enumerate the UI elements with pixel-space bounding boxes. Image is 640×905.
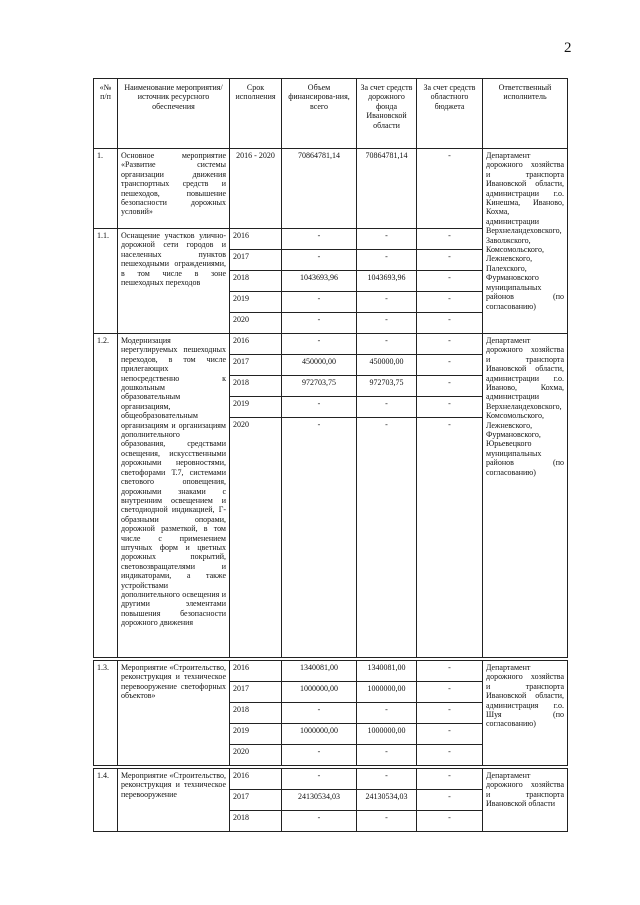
row-budget: - — [417, 724, 483, 745]
row-budget: - — [417, 418, 483, 658]
row-volume: 1043693,96 — [282, 271, 357, 292]
row-budget: - — [417, 271, 483, 292]
row-fund: - — [357, 703, 417, 724]
row-volume: - — [282, 250, 357, 271]
row-budget: - — [417, 790, 483, 811]
table-row — [94, 769, 568, 790]
row-volume: - — [282, 229, 357, 250]
header-regional-budget: За счет средств областного бюджета — [417, 79, 483, 149]
row-year: 2016 — [230, 334, 282, 355]
row-fund: 972703,75 — [357, 376, 417, 397]
row-volume: - — [282, 745, 357, 766]
row-budget: - — [417, 355, 483, 376]
row-fund: - — [357, 769, 417, 790]
row-budget: - — [417, 769, 483, 790]
row-fund: 24130534,03 — [357, 790, 417, 811]
program-table — [93, 78, 568, 832]
header-num: «№ п/п — [94, 79, 118, 149]
row-year: 2016 — [230, 769, 282, 790]
header-volume: Объем финансирова-ния, всего — [282, 79, 357, 149]
row-year: 2018 — [230, 811, 282, 832]
row-budget: - — [417, 703, 483, 724]
row-num: 1.2. — [94, 334, 118, 658]
row-num: 1.4. — [94, 769, 118, 832]
row-budget: - — [417, 334, 483, 355]
row-executor: Департамент дорожного хозяйства и транспорта Ивановской области, администрация г.о. Шуя (по согласованию) — [483, 661, 568, 766]
row-budget: - — [417, 376, 483, 397]
row-fund: 450000,00 — [357, 355, 417, 376]
row-volume: 450000,00 — [282, 355, 357, 376]
row-fund: - — [357, 334, 417, 355]
row-executor: Департамент дорожного хозяйства и транспорта Ивановской области, администрации г.о. Кинешма, Иваново, Кохма, администрации Верхнеландеховского, Заволжского, Комсомольского, Лежневского, Палехского, Фурмановского муниципальных районов (по согласованию) — [483, 149, 568, 334]
row-budget: - — [417, 661, 483, 682]
row-budget: - — [417, 149, 483, 229]
row-fund: - — [357, 292, 417, 313]
row-volume: 70864781,14 — [282, 149, 357, 229]
row-fund: - — [357, 418, 417, 658]
row-volume: - — [282, 397, 357, 418]
row-fund: - — [357, 811, 417, 832]
row-budget: - — [417, 292, 483, 313]
header-road-fund: За счет средств дорожного фонда Ивановской области — [357, 79, 417, 149]
row-fund: 70864781,14 — [357, 149, 417, 229]
row-year: 2019 — [230, 292, 282, 313]
row-executor: Департамент дорожного хозяйства и транспорта Ивановской области — [483, 769, 568, 832]
row-year: 2020 — [230, 313, 282, 334]
row-executor: Департамент дорожного хозяйства и транспорта Ивановской области, администрации г.о. Иваново, Кохма, администрации Верхнеландеховского, Комсомольского, Лежневского, Фурмановского, Юрьевецкого муниципальных районов (по согласованию) — [483, 334, 568, 658]
row-volume: 972703,75 — [282, 376, 357, 397]
row-year: 2019 — [230, 724, 282, 745]
row-fund: 1043693,96 — [357, 271, 417, 292]
row-volume: 1000000,00 — [282, 682, 357, 703]
row-fund: 1340081,00 — [357, 661, 417, 682]
row-year: 2017 — [230, 355, 282, 376]
row-term: 2016 - 2020 — [230, 149, 282, 229]
row-volume: - — [282, 703, 357, 724]
header-row — [94, 79, 568, 149]
row-fund: - — [357, 229, 417, 250]
row-budget: - — [417, 313, 483, 334]
row-fund: - — [357, 745, 417, 766]
row-budget: - — [417, 682, 483, 703]
row-volume: - — [282, 313, 357, 334]
row-year: 2016 — [230, 661, 282, 682]
row-year: 2019 — [230, 397, 282, 418]
row-budget: - — [417, 745, 483, 766]
row-year: 2020 — [230, 745, 282, 766]
header-name: Наименование мероприятия/источник ресурсного обеспечения — [118, 79, 230, 149]
table-row — [94, 149, 568, 229]
table-row — [94, 661, 568, 682]
row-budget: - — [417, 229, 483, 250]
header-term: Срок исполнения — [230, 79, 282, 149]
row-name: Модернизация нерегулируемых пешеходных переходов, в том числе прилегающих непосредственно к дошкольным образовательным организациям, общеобразовательным организациям и организациям дополнительного образования, средствами освещения, искусственными дорожными неровностями, светофорами Т.7, системами светового оповещения, дорожными знаками с внутренним освещением и светодиодной индикацией, Г-образными опорами, дорожной разметкой, в том числе с применением штучных форм и цветных дорожных покрытий, световозвращателями и индикаторами, а также устройствами дополнительного освещения и другими элементами повышения безопасности дорожного движения — [118, 334, 230, 658]
row-volume: 1340081,00 — [282, 661, 357, 682]
row-fund: 1000000,00 — [357, 682, 417, 703]
row-fund: - — [357, 397, 417, 418]
row-num: 1.1. — [94, 229, 118, 334]
row-name: Оснащение участков улично-дорожной сети городов и населенных пунктов пешеходными ограждениями, в том числе в зоне пешеходных переходов — [118, 229, 230, 334]
row-fund: - — [357, 250, 417, 271]
row-volume: - — [282, 418, 357, 658]
row-year: 2018 — [230, 703, 282, 724]
row-budget: - — [417, 397, 483, 418]
row-volume: - — [282, 292, 357, 313]
row-year: 2020 — [230, 418, 282, 658]
page-number: 2 — [564, 40, 572, 56]
table-row — [94, 334, 568, 355]
row-volume: - — [282, 769, 357, 790]
row-name: Мероприятие «Строительство, реконструкция и техническое перевооружение — [118, 769, 230, 832]
row-num: 1. — [94, 149, 118, 229]
row-year: 2017 — [230, 250, 282, 271]
header-executor: Ответственный исполнитель — [483, 79, 568, 149]
row-year: 2017 — [230, 682, 282, 703]
row-volume: - — [282, 334, 357, 355]
row-volume: 1000000,00 — [282, 724, 357, 745]
row-budget: - — [417, 811, 483, 832]
row-num: 1.3. — [94, 661, 118, 766]
row-name: Основное мероприятие «Развитие системы организации движения транспортных средств и пешеходов, повышение безопасности дорожных условий» — [118, 149, 230, 229]
row-volume: - — [282, 811, 357, 832]
row-year: 2018 — [230, 271, 282, 292]
row-fund: 1000000,00 — [357, 724, 417, 745]
row-year: 2018 — [230, 376, 282, 397]
row-budget: - — [417, 250, 483, 271]
row-year: 2016 — [230, 229, 282, 250]
row-volume: 24130534,03 — [282, 790, 357, 811]
row-year: 2017 — [230, 790, 282, 811]
row-name: Мероприятие «Строительство, реконструкция и техническое перевооружение светофорных объектов» — [118, 661, 230, 766]
row-fund: - — [357, 313, 417, 334]
